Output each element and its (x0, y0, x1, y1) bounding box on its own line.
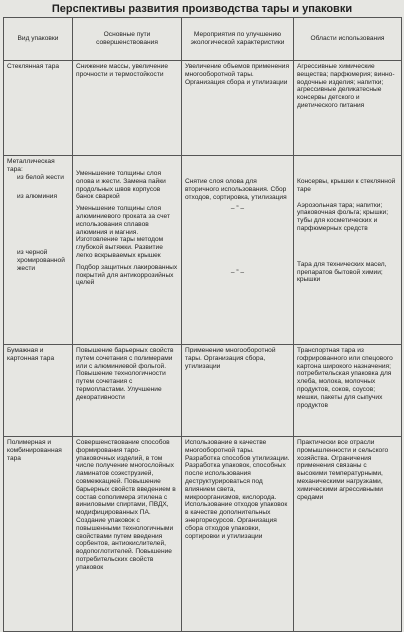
cell-ecology (182, 156, 294, 345)
metal-sub3-type: из черной хромированной жести (17, 249, 65, 272)
cell-usage: Транспортная тара из гофрированного или спецового картона широкого назначения; потребительская упаковка для хлеба, молока, молочных продуктов, соков, соусов; мешки, пакеты для сыпучих продуктов (294, 345, 402, 437)
cell-ecology: Увеличение объемов применения многооборотной тары. Организация сбора и утилизации (182, 61, 294, 156)
cell-improvement: Совершенствование способов формирования таро-упаковочных изделий, в том числе получение многослойных ламинатов соэкструзией, совмежкацией. Повышение барьерных свойств введением в состав сополимера этилена с виниловыми спиртами, ПВДХ, модифицированных ПА. Создание упаковок с повышенными технологичными свойствами путем введения сорбентов, антиокислителей, водопоглотителей. Повышение потребительских свойств упаковок (73, 437, 182, 632)
metal-sub2-ecology: – ” – (230, 205, 245, 213)
metal-sub1-ecology: Снятие слоя олова для вторичного использования. Сбор отходов, сортировка, утилизация (185, 178, 287, 201)
cell-improvement (73, 156, 182, 345)
table-row (4, 345, 402, 437)
table-row (4, 61, 402, 156)
header-usage: Области использования (294, 18, 402, 61)
cell-usage: Агрессивные химические вещества; парфюмерия; винно-водочные изделия; напитки; агрессивные деликатесные консервы детского и диетического питания (294, 61, 402, 156)
header-ecology: Мероприятия по улучшению экологической характеристики (182, 18, 294, 61)
metal-sub2-type: из алюминия (17, 193, 58, 201)
cell-ecology: Применение многооборотной тары. Организация сбора, утилизации (182, 345, 294, 437)
metal-type-label: Металлическая тара: (7, 158, 55, 173)
cell-type: Стеклянная тара (4, 61, 73, 156)
cell-improvement: Снижение массы, увеличение прочности и термостойкости (73, 61, 182, 156)
cell-ecology: Использование в качестве многооборотной тары. Разработка способов утилизации. Разработка упаковок, способных после использования деструктурироваться под влиянием света, микроорганизмов, кислорода. Использование отходов упаковок в качестве дополнительных энергоресурсов. Организация сбора отходов упаковки, сортировки и утилизации (182, 437, 294, 632)
table-header-row (4, 18, 402, 61)
cell-type (4, 156, 73, 345)
cell-usage (294, 156, 402, 345)
header-type: Вид упаковки (4, 18, 73, 61)
metal-sub2-improvement: Уменьшение толщины слоя алюминиевого проката за счет использования сплавов алюминия и магния. Изготовление тары методом глубокой вытяжки. Развитие легко вскрываемых крышек (76, 205, 170, 259)
cell-improvement: Повышение барьерных свойств путем сочетания с полимерами или с алюминиевой фольгой. Повышение технологичности путем сочетания с термопластами. Улучшение декоративности (73, 345, 182, 437)
metal-sub3-usage: Тара для технических масел, препаратов бытовой химии; крышки (297, 260, 387, 284)
header-improvement: Основные пути совершенствования (73, 18, 182, 61)
cell-usage: Практически все отрасли промышленности и сельского хозяйства. Ограничения применения связаны с высокими температурными, механическими нагрузками, химическими агрессивными средами (294, 437, 402, 632)
metal-sub3-improvement: Подбор защитных лакированных покрытий для антикоррозийных целей (76, 263, 178, 287)
cell-type: Бумажная и картонная тара (4, 345, 73, 437)
metal-sub1-usage: Консервы, крышки к стеклянной таре (297, 178, 396, 193)
cell-type: Полимерная и комбинированная тара (4, 437, 73, 632)
table-row (4, 437, 402, 632)
metal-sub3-ecology: – ” – (230, 269, 245, 277)
table-row (4, 156, 402, 345)
metal-sub1-improvement: Уменьшение толщины слоя олова и жести. Замена пайки продольных швов корпусов банок сваркой (76, 170, 166, 201)
packaging-table (3, 17, 402, 632)
page-title: Перспективы развития производства тары и упаковки (51, 3, 353, 15)
metal-sub1-type: из белой жести (17, 173, 64, 181)
metal-sub2-usage: Аэрозольная тара; напитки; упаковочная фольга; крышки; тубы для косметических и парфюмерных средств (297, 201, 389, 232)
